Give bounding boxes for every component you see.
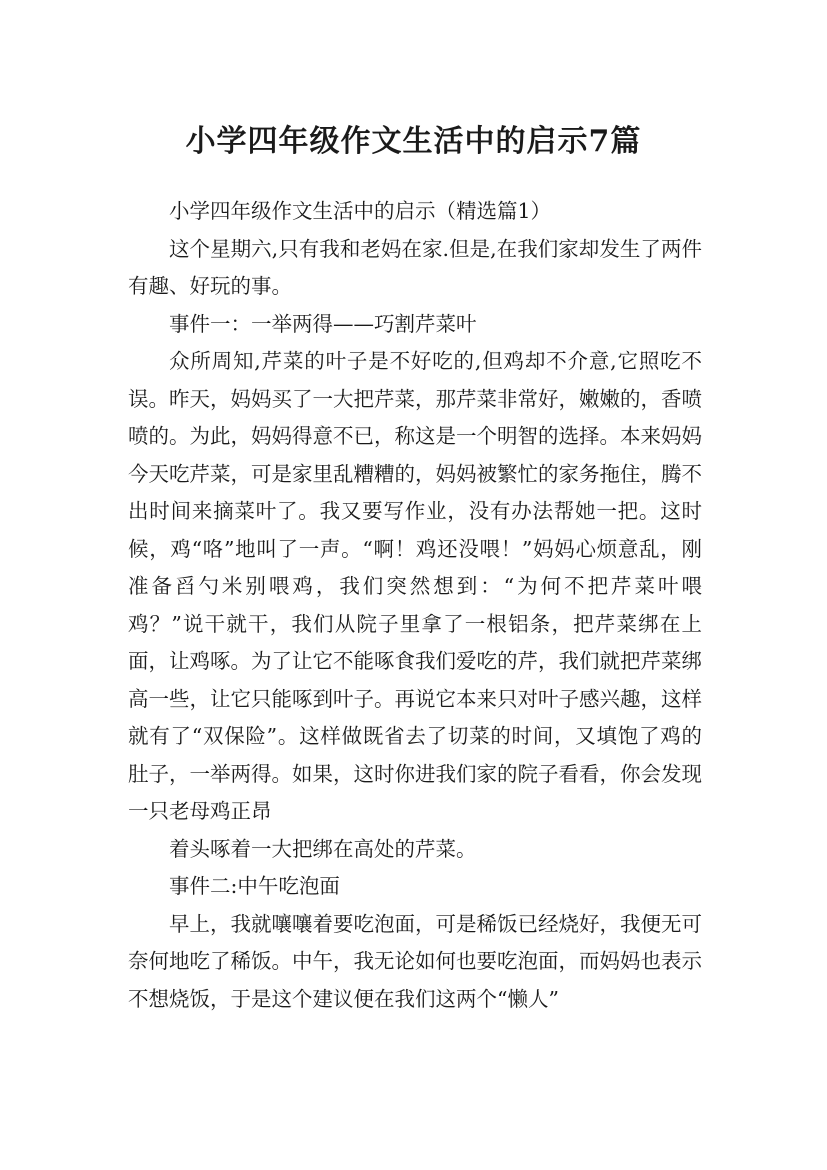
paragraph: 早上，我就嚷嚷着要吃泡面，可是稀饭已经烧好，我便无可奈何地吃了稀饭。中午，我无论如何也要吃泡面，而妈妈也表示不想烧饭，于是这个建议便在我们这两个“懒人” [128, 911, 702, 1011]
section-heading: 小学四年级作文生活中的启示（精选篇1） [169, 199, 552, 223]
paragraph: 着头啄着一大把绑在高处的芹菜。 [169, 836, 477, 861]
document-body [128, 193, 702, 1018]
document-title: 小学四年级作文生活中的启示7篇 [185, 124, 642, 160]
event-heading: 事件二:中午吃泡面 [169, 874, 340, 898]
event-heading: 事件一：一举两得——巧割芹菜叶 [169, 311, 477, 336]
paragraph: 这个星期六,只有我和老妈在家.但是,在我们家却发生了两件有趣、好玩的事。 [128, 236, 702, 298]
paragraph: 众所周知,芹菜的叶子是不好吃的,但鸡却不介意,它照吃不误。昨天，妈妈买了一大把芹菜，那芹菜非常好，嫩嫩的，香喷喷的。为此，妈妈得意不已，称这是一个明智的选择。本来妈妈今天吃芹菜，可是家里乱糟糟的，妈妈被繁忙的家务拖住，腾不出时间来摘菜叶了。我又要写作业，没有办法帮她一把。这时候，鸡“咯”地叫了一声。“啊！鸡还没喂！”妈妈心烦意乱，刚准备舀勺米别喂鸡，我们突然想到：“为何不把芹菜叶喂鸡？”说干就干，我们从院子里拿了一根铝条，把芹菜绑在上面，让鸡啄。为了让它不能啄食我们爱吃的芹，我们就把芹菜绑高一些，让它只能啄到叶子。再说它本来只对叶子感兴趣，这样就有了“双保险”。这样做既省去了切菜的时间，又填饱了鸡的肚子，一举两得。如果，这时你进我们家的院子看看，你会发现一只老母鸡正昂 [128, 349, 702, 823]
